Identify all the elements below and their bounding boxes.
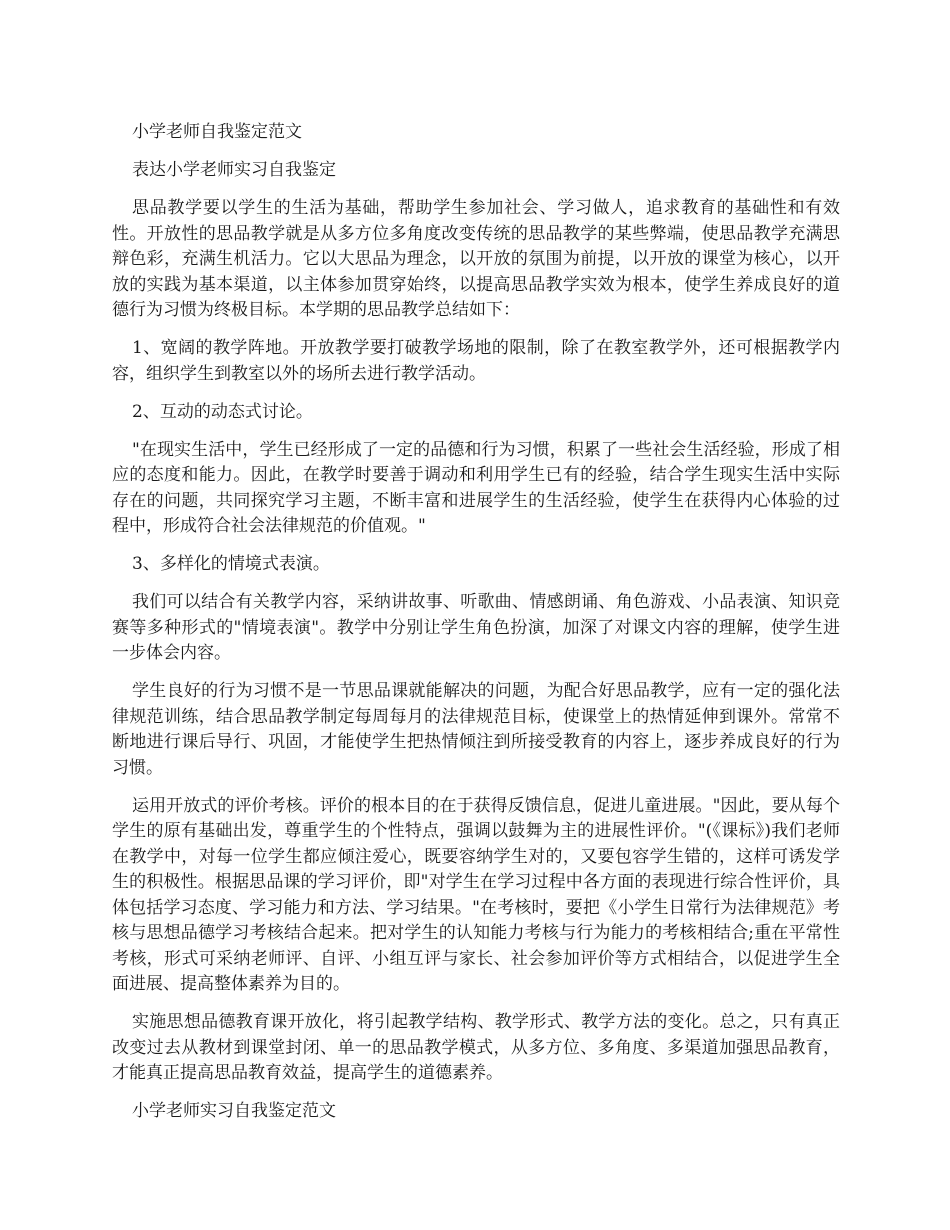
body-paragraph: 学生良好的行为习惯不是一节思品课就能解决的问题，为配合好思品教学，应有一定的强化法律规范训练，结合思品教学制定每周每月的法律规范目标，使课堂上的热情延伸到课外。常常不断地进行课后导行、巩固，才能使学生把热情倾注到所接受教育的内容上，逐步养成良好的行为习惯。	[112, 681, 840, 778]
document-title: 小学老师自我鉴定范文	[132, 122, 302, 142]
section-heading: 小学老师实习自我鉴定范文	[132, 1101, 336, 1121]
list-item-2: 2、互动的动态式讨论。	[132, 401, 313, 422]
body-paragraph: 思品教学要以学生的生活为基础，帮助学生参加社会、学习做人，追求教育的基础性和有效性。开放性的思品教学就是从多方位多角度改变传统的思品教学的某些弊端，使思品教学充满思辩色彩，充满生机活力。它以大思品为理念，以开放的氛围为前提，以开放的课堂为核心，以开放的实践为基本渠道，以主体参加贯穿始终，以提高思品教学实效为根本，使学生养成良好的道德行为习惯为终极目标。本学期的思品教学总结如下：	[112, 198, 840, 320]
document-body	[112, 120, 840, 1137]
body-paragraph: 实施思想品德教育课开放化，将引起教学结构、教学形式、教学方法的变化。总之，只有真正改变过去从教材到课堂封闭、单一的思品教学模式，从多方位、多角度、多渠道加强思品教育，才能真正提高思品教育效益，提高学生的道德素养。	[112, 1012, 840, 1083]
body-paragraph: 我们可以结合有关教学内容，采纳讲故事、听歌曲、情感朗诵、角色游戏、小品表演、知识竞赛等多种形式的"情境表演"。教学中分别让学生角色扮演，加深了对课文内容的理解，使学生进一步体会内容。	[112, 592, 840, 663]
quote-paragraph: "在现实生活中，学生已经形成了一定的品德和行为习惯，积累了一些社会生活经验，形成了相应的态度和能力。因此，在教学时要善于调动和利用学生已有的经验，结合学生现实生活中实际存在的问题，共同探究学习主题，不断丰富和进展学生的生活经验，使学生在获得内心体验的过程中，形成符合社会法律规范的价值观。"	[112, 439, 840, 536]
section-heading: 表达小学老师实习自我鉴定	[132, 160, 336, 180]
list-item-1: 1、宽阔的教学阵地。开放教学要打破教学场地的限制，除了在教室教学外，还可根据教学内容，组织学生到教室以外的场所去进行教学活动。	[112, 338, 840, 384]
list-item-3: 3、多样化的情境式表演。	[132, 554, 330, 574]
body-paragraph: 运用开放式的评价考核。评价的根本目的在于获得反馈信息，促进儿童进展。"因此，要从每个学生的原有基础出发，尊重学生的个性特点，强调以鼓舞为主的进展性评价。"(《课标》)我们老师在教学中，对每一位学生都应倾注爱心，既要容纳学生对的，又要包容学生错的，这样可诱发学生的积极性。根据思品课的学习评价，即"对学生在学习过程中各方面的表现进行综合性评价，具体包括学习态度、学习能力和方法、学习结果。"在考核时，要把《小学生日常行为法律规范》考核与思想品德学习考核结合起来。把对学生的认知能力考核与行为能力的考核相结合;重在平常性考核，形式可采纳老师评、自评、小组互评与家长、社会参加评价等方式相结合，以促进学生全面进展、提高整体素养为目的。	[112, 795, 840, 994]
